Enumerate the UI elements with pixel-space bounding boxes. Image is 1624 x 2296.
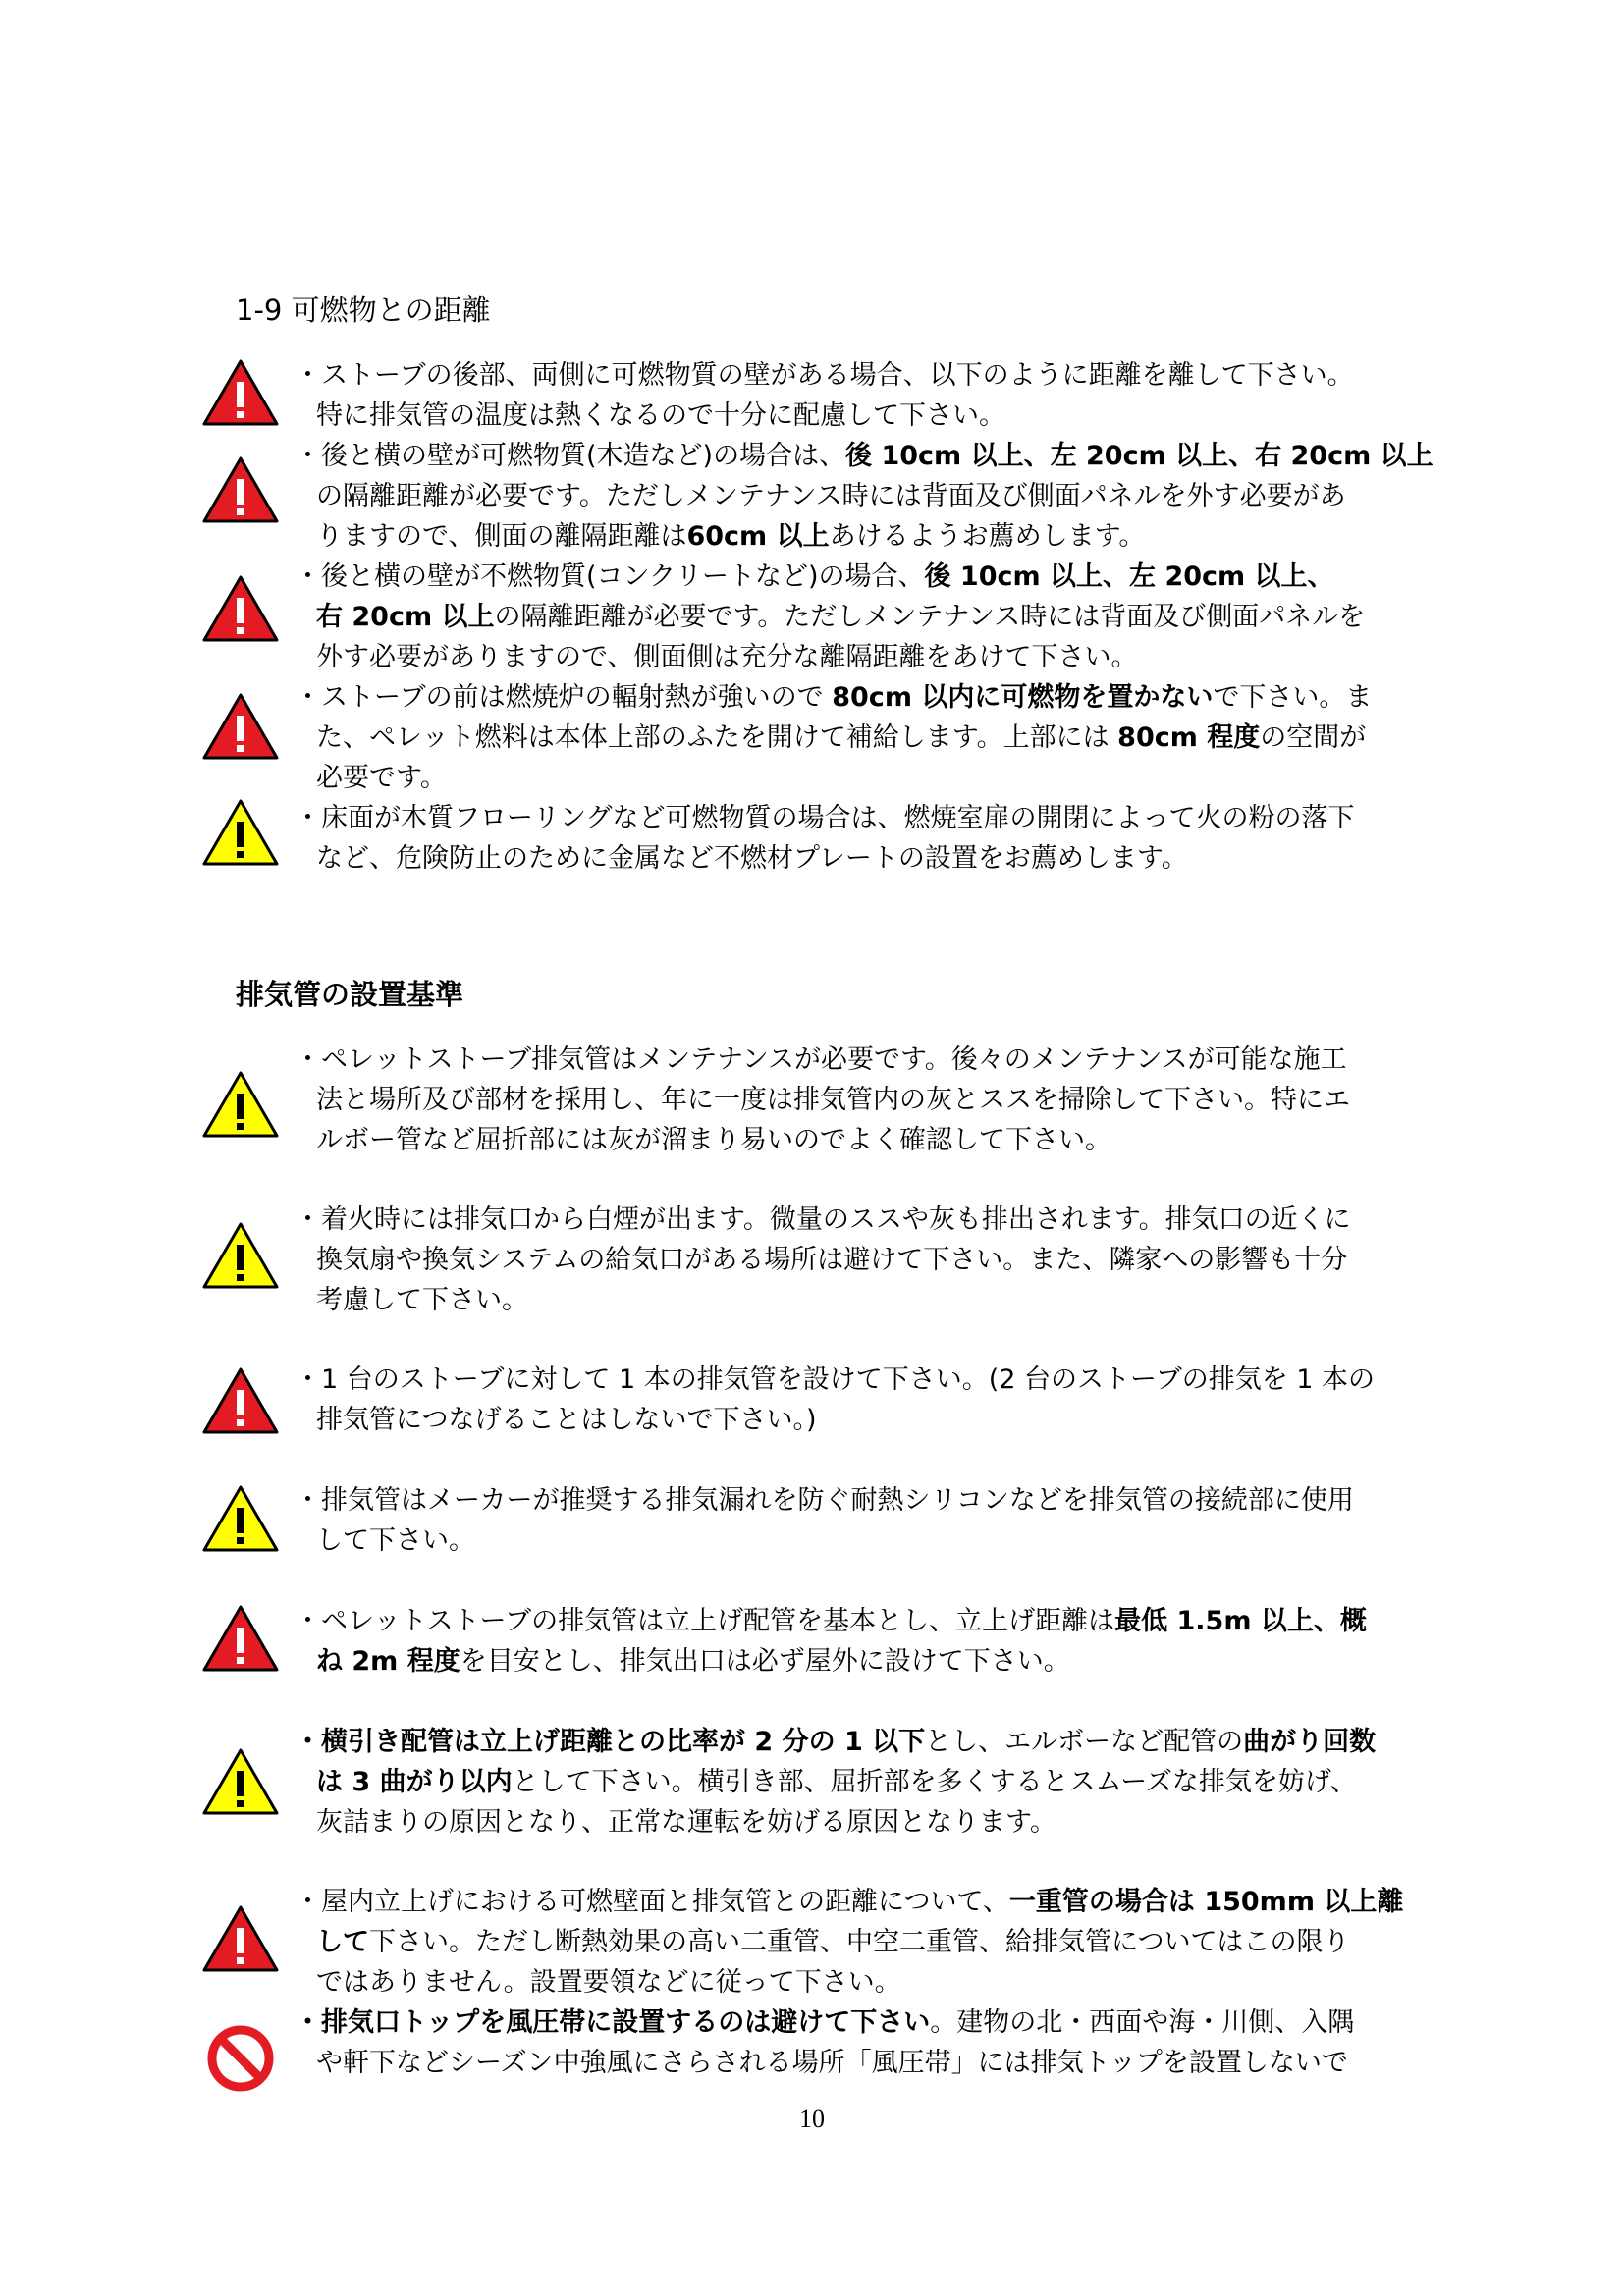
- text-line: [295, 1521, 1414, 1561]
- list-item: [295, 355, 1414, 436]
- text-line: [295, 1641, 1414, 1682]
- text-line: [295, 597, 1414, 637]
- body-text: ・1 台のストーブに対して 1 本の排気管を設けて下さい。(2 台のストーブの排気を 1 本の: [295, 1364, 1376, 1395]
- emphasis-text: 一重管の場合は 150mm 以上離: [1008, 1887, 1404, 1917]
- body-text: 灰詰まりの原因となり、正常な運転を妨げる原因となります。: [316, 1807, 1056, 1838]
- body-text: ・ペレットストーブの排気管は立上げ配管を基本とし、立上げ距離は: [295, 1606, 1115, 1636]
- text-line: [295, 1240, 1414, 1280]
- emphasis-text: 80cm 以内に可燃物を置かない: [832, 682, 1214, 713]
- caution-warning-icon: [202, 798, 279, 867]
- danger-warning-icon-shape: [202, 455, 279, 524]
- body-text: ・排気管はメーカーが推奨する排気漏れを防ぐ耐熱シリコンなどを排気管の接続部に使用: [295, 1485, 1354, 1516]
- body-text: の隔離距離が必要です。ただしメンテナンス時には背面及び側面パネルを: [494, 602, 1366, 632]
- body-text: ・後と横の壁が不燃物質(コンクリートなど)の場合、: [295, 561, 925, 592]
- text-line: [295, 1722, 1414, 1762]
- body-text: ・後と横の壁が可燃物質(木造など)の場合は、: [295, 441, 846, 471]
- text-line: [295, 838, 1414, 879]
- caution-warning-icon: [202, 1221, 279, 1290]
- body-text: ・ストーブの前は燃焼炉の輻射熱が強いので: [295, 682, 833, 713]
- body-text: として下さい。横引き部、屈折部を多くするとスムーズな排気を妨げ、: [512, 1767, 1357, 1797]
- list-item: [295, 1480, 1414, 1561]
- body-text: ・着火時には排気口から白煙が出ます。微量のススや灰も排出されます。排気口の近くに: [295, 1204, 1351, 1235]
- emphasis-text: 後 10cm 以上、左 20cm 以上、右 20cm 以上: [845, 441, 1434, 471]
- text-line: [295, 1802, 1414, 1842]
- text-line: [295, 758, 1414, 798]
- emphasis-text: は 3 曲がり以内: [316, 1767, 513, 1797]
- body-text: の隔離距離が必要です。ただしメンテナンス時には背面及び側面パネルを外す必要があ: [316, 481, 1346, 511]
- body-text: を目安とし、排気出口は必ず屋外に設けて下さい。: [460, 1646, 1070, 1677]
- danger-warning-icon-shape: [202, 1366, 279, 1435]
- text-line: [295, 516, 1414, 557]
- caution-warning-icon-shape: [202, 1221, 279, 1290]
- list-item: [295, 1722, 1414, 1842]
- body-text: ルボー管など屈折部には灰が溜まり易いのでよく確認して下さい。: [316, 1125, 1111, 1155]
- text-line: [295, 1080, 1414, 1120]
- list-item: [295, 557, 1414, 677]
- text-line: [295, 396, 1414, 436]
- text-line: [295, 1200, 1414, 1240]
- text-line: [295, 677, 1414, 718]
- text-line: [295, 557, 1414, 597]
- danger-warning-icon: [202, 358, 279, 427]
- emphasis-text: ・横引き配管は立上げ距離との比率が 2 分の 1 以下: [295, 1727, 926, 1757]
- body-text: ではありません。設置要領などに従って下さい。: [316, 1967, 901, 1998]
- danger-warning-icon-shape: [202, 1904, 279, 1973]
- emphasis-text: 後 10cm 以上、左 20cm 以上、: [924, 561, 1334, 592]
- emphasis-text: 60cm 以上: [686, 521, 830, 552]
- body-text: とし、エルボーなど配管の: [925, 1727, 1244, 1757]
- list-item: [295, 798, 1414, 879]
- text-line: [295, 1400, 1414, 1440]
- text-line: [295, 1120, 1414, 1160]
- body-text: の空間が: [1260, 722, 1367, 753]
- body-text: 下さい。ただし断熱効果の高い二重管、中空二重管、給排気管についてはこの限り: [369, 1927, 1350, 1957]
- danger-warning-icon: [202, 455, 279, 524]
- text-line: [295, 2002, 1414, 2043]
- body-text: ・ストーブの後部、両側に可燃物質の壁がある場合、以下のように距離を離して下さい。: [295, 360, 1354, 391]
- danger-warning-icon-shape: [202, 692, 279, 761]
- caution-warning-icon: [202, 1747, 279, 1816]
- text-line: [295, 2043, 1414, 2083]
- text-line: [295, 798, 1414, 838]
- danger-warning-icon: [202, 1366, 279, 1435]
- page-number: 10: [799, 2105, 825, 2133]
- danger-warning-icon-shape: [202, 1604, 279, 1673]
- caution-warning-icon: [202, 1070, 279, 1139]
- text-line: [295, 718, 1414, 758]
- caution-warning-icon-shape: [202, 1070, 279, 1139]
- emphasis-text: 80cm 程度: [1117, 722, 1261, 753]
- list-item: [295, 1360, 1414, 1440]
- text-line: [295, 1360, 1414, 1400]
- body-text: ・屋内立上げにおける可燃壁面と排気管との距離について、: [295, 1887, 1009, 1917]
- body-text: 。建物の北・西面や海・川側、入隅: [930, 2007, 1355, 2038]
- body-text: あけるようお薦めします。: [829, 521, 1146, 552]
- body-text: で下さい。ま: [1213, 682, 1373, 713]
- prohibition-icon-shape: [202, 2024, 279, 2093]
- section-title-exhaust-pipe: 排気管の設置基準: [236, 978, 464, 1011]
- prohibition-icon: [202, 2024, 279, 2093]
- emphasis-text: ね 2m 程度: [316, 1646, 460, 1677]
- section-title-combustibles-distance: 1-9 可燃物との距離: [236, 294, 491, 327]
- emphasis-text: 右 20cm 以上: [316, 602, 495, 632]
- list-item: [295, 2002, 1414, 2083]
- text-line: [295, 1762, 1414, 1802]
- caution-warning-icon: [202, 1484, 279, 1553]
- body-text: 外す必要がありますので、側面側は充分な離隔距離をあけて下さい。: [316, 642, 1138, 672]
- text-line: [295, 1480, 1414, 1521]
- body-text: 法と場所及び部材を採用し、年に一度は排気管内の灰とススを掃除して下さい。特にエ: [316, 1085, 1350, 1115]
- body-text: 排気管につなげることはしないで下さい。): [316, 1405, 817, 1435]
- caution-warning-icon-shape: [202, 1747, 279, 1816]
- danger-warning-icon: [202, 1904, 279, 1973]
- body-text: ・床面が木質フローリングなど可燃物質の場合は、燃焼室扉の開閉によって火の粉の落下: [295, 803, 1355, 833]
- body-text: た、ペレット燃料は本体上部のふたを開けて補給します。上部には: [316, 722, 1118, 753]
- text-line: [295, 1922, 1414, 1962]
- body-text: 特に排気管の温度は熱くなるので十分に配慮して下さい。: [316, 400, 1005, 431]
- body-text: など、危険防止のために金属など不燃材プレートの設置をお薦めします。: [316, 843, 1188, 874]
- body-text: して下さい。: [316, 1525, 475, 1556]
- list-item: [295, 436, 1434, 557]
- danger-warning-icon: [202, 1604, 279, 1673]
- list-item: [295, 1601, 1414, 1682]
- text-line: [295, 436, 1434, 476]
- text-line: [295, 355, 1414, 396]
- body-text: ・ペレットストーブ排気管はメンテナンスが必要です。後々のメンテナンスが可能な施工: [295, 1044, 1347, 1075]
- danger-warning-icon: [202, 692, 279, 761]
- body-text: りますので、側面の離隔距離は: [316, 521, 687, 552]
- text-line: [295, 637, 1414, 677]
- body-text: 必要です。: [316, 763, 447, 793]
- danger-warning-icon: [202, 574, 279, 643]
- body-text: 換気扇や換気システムの給気口がある場所は避けて下さい。また、隣家への影響も十分: [316, 1245, 1348, 1275]
- list-item: [295, 1882, 1414, 2002]
- list-item: [295, 1040, 1414, 1160]
- danger-warning-icon-shape: [202, 574, 279, 643]
- emphasis-text: 曲がり回数: [1243, 1727, 1377, 1757]
- caution-warning-icon-shape: [202, 798, 279, 867]
- danger-warning-icon-shape: [202, 358, 279, 427]
- emphasis-text: して: [316, 1927, 369, 1957]
- emphasis-text: ・排気口トップを風圧帯に設置するのは避けて下さい: [295, 2007, 931, 2038]
- text-line: [295, 476, 1414, 516]
- text-line: [295, 1962, 1414, 2002]
- text-line: [295, 1601, 1414, 1641]
- emphasis-text: 最低 1.5m 以上、概: [1114, 1606, 1367, 1636]
- body-text: 考慮して下さい。: [316, 1285, 528, 1315]
- list-item: [295, 677, 1414, 798]
- text-line: [295, 1882, 1414, 1922]
- caution-warning-icon-shape: [202, 1484, 279, 1553]
- list-item: [295, 1200, 1414, 1320]
- text-line: [295, 1040, 1414, 1080]
- body-text: や軒下などシーズン中強風にさらされる場所「風圧帯」には排気トップを設置しないで: [316, 2048, 1348, 2078]
- text-line: [295, 1280, 1414, 1320]
